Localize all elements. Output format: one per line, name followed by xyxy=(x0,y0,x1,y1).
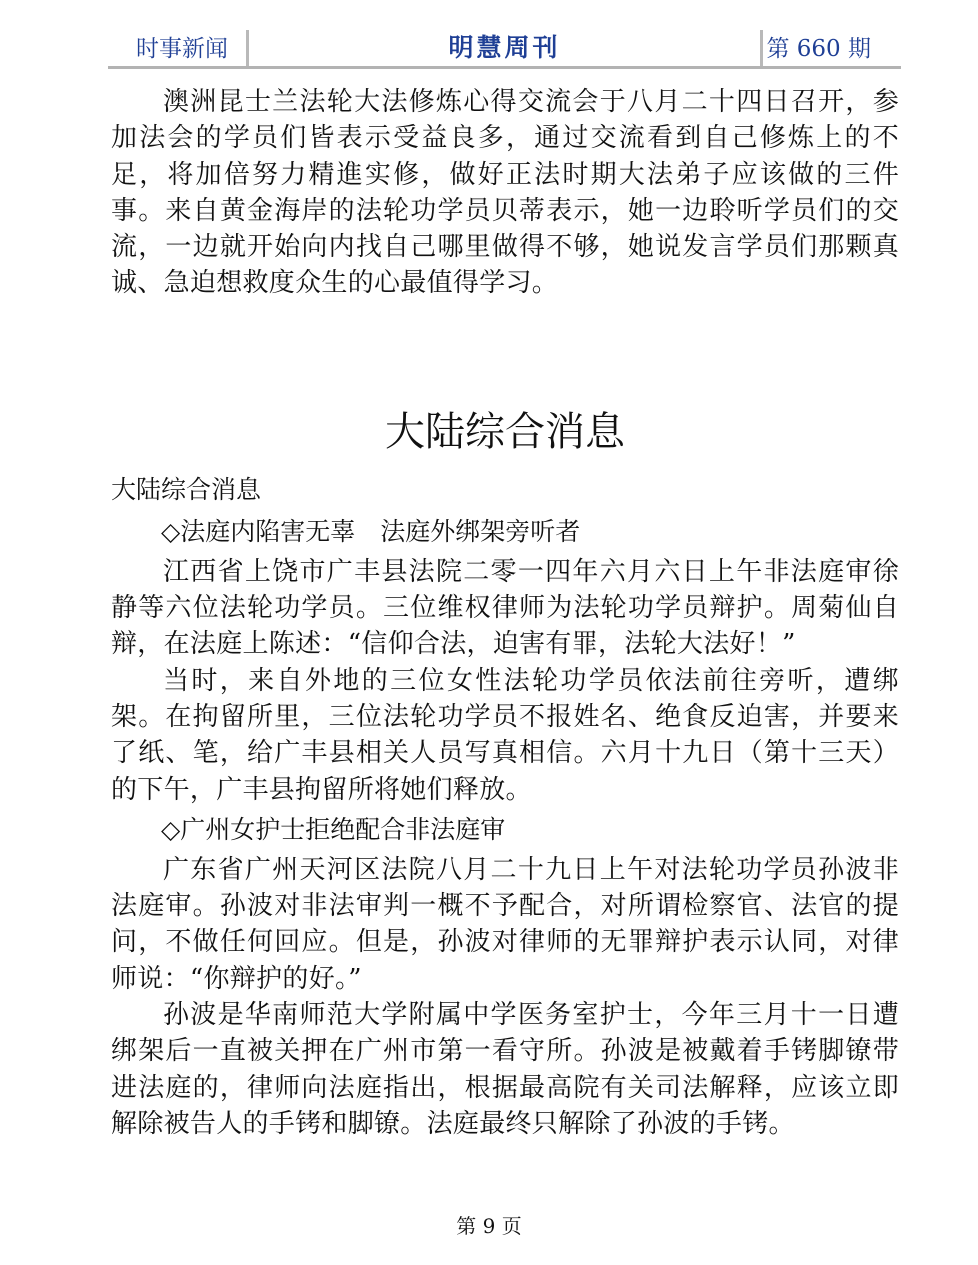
page-content xyxy=(111,84,899,1142)
header-publication-title: 明慧周刊 xyxy=(448,33,561,62)
article-heading: ◇广州女护士拒绝配合非法庭审 xyxy=(161,814,506,844)
intro-paragraph: 澳洲昆士兰法轮大法修炼心得交流会于八月二十四日召开，参加法会的学员们皆表示受益良多，通过交流看到自己修炼上的不足，将加倍努力精進实修，做好正法时期大法弟子应该做的三件事。来自黄金海岸的法轮功学员贝蒂表示，她一边聆听学员们的交流，一边就开始向内找自己哪里做得不够，她说发言学员们那颗真诚、急迫想救度众生的心最值得学习。 xyxy=(111,87,899,299)
page-header xyxy=(108,28,901,66)
article-paragraph: 广东省广州天河区法院八月二十九日上午对法轮功学员孙波非法庭审。孙波对非法审判一概不予配合，对所谓检察官、法官的提问，不做任何回应。但是，孙波对律师的无罪辩护表示认同，对律师说：“你辩护的好。” xyxy=(111,854,899,994)
article-paragraph: 当时，来自外地的三位女性法轮功学员依法前往旁听，遭绑架。在拘留所里，三位法轮功学员不报姓名、绝食反迫害，并要来了纸、笔，给广丰县相关人员写真相信。六月十九日（第十三天）的下午，广丰县拘留所将她们释放。 xyxy=(111,665,899,805)
header-section-label: 时事新闻 xyxy=(136,36,228,62)
article-heading: ◇法庭内陷害无辜 法庭外绑架旁听者 xyxy=(161,516,581,546)
page-number: 第 9 页 xyxy=(456,1214,522,1238)
section-title: 大陆综合消息 xyxy=(385,408,625,455)
subsection-title: 大陆综合消息 xyxy=(111,474,262,504)
article-paragraph: 孙波是华南师范大学附属中学医务室护士，今年三月十一日遭绑架后一直被关押在广州市第一看守所。孙波是被戴着手铐脚镣带进法庭的，律师向法庭指出，根据最高院有关司法解释，应该立即解除被告人的手铐和脚镣。法庭最终只解除了孙波的手铐。 xyxy=(111,1000,899,1139)
header-divider-right xyxy=(760,30,763,66)
article-paragraph: 江西省上饶市广丰县法院二零一四年六月六日上午非法庭审徐静等六位法轮功学员。三位维权律师为法轮功学员辩护。周菊仙自辩，在法庭上陈述：“信仰合法，迫害有罪，法轮大法好！” xyxy=(111,556,899,660)
header-rule xyxy=(108,66,901,69)
header-issue-number: 第 660 期 xyxy=(766,36,871,62)
